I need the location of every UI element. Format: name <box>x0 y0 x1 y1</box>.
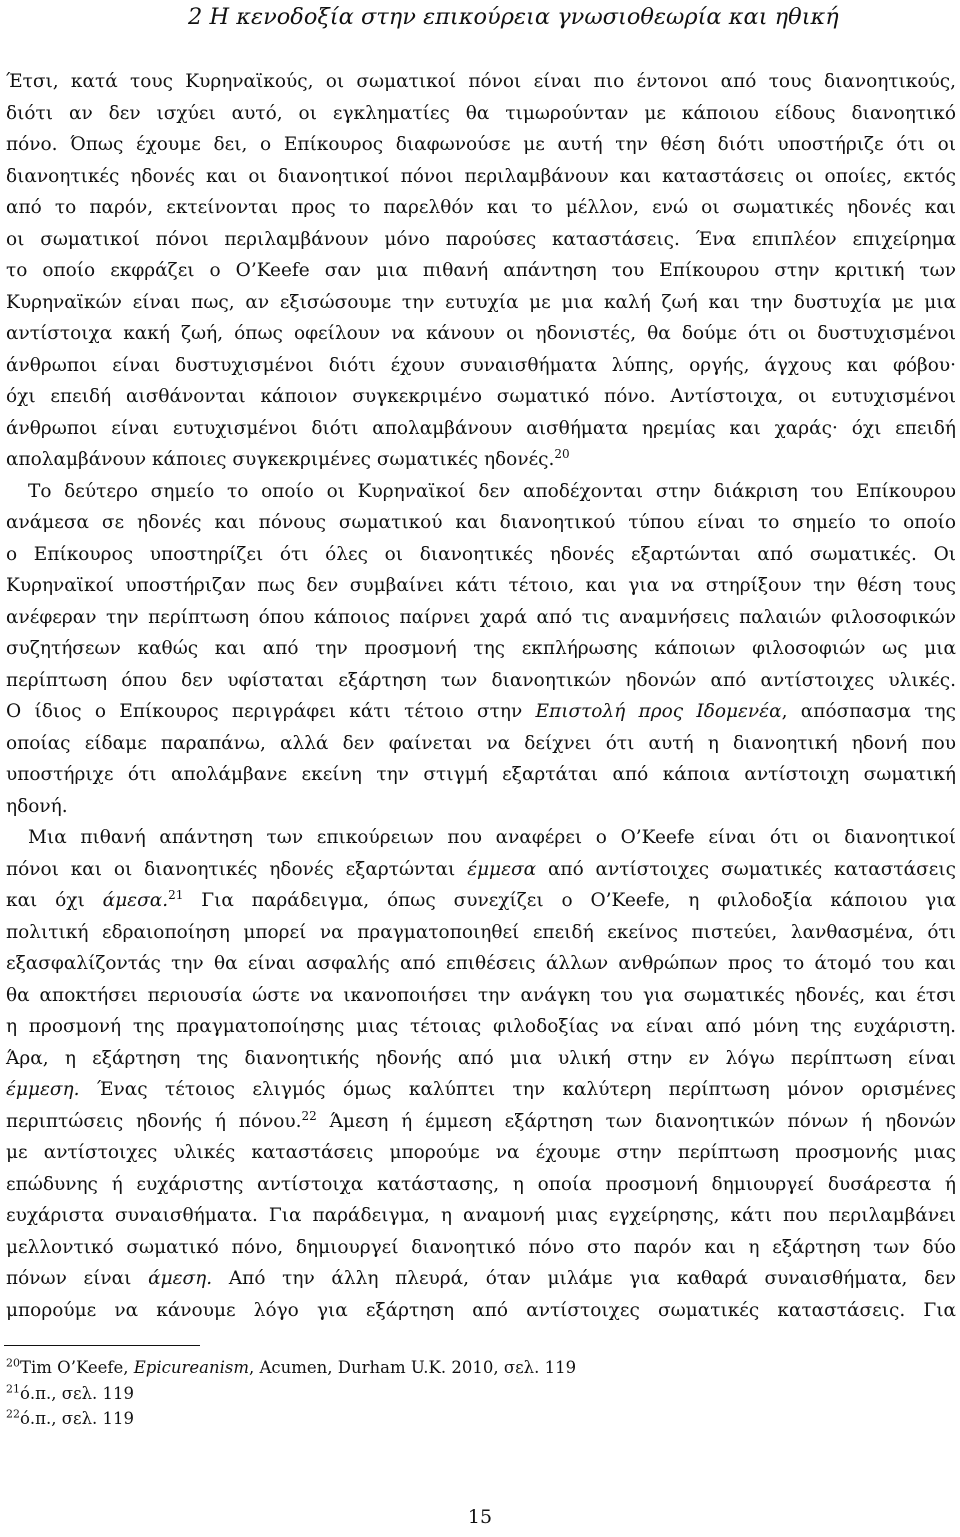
text-line: το οποίο εκφράζει ο O’Keefe σαν μια πιθανή απάντηση του Επίκουρου στην κριτική των <box>6 260 956 281</box>
text-line: Το δεύτερο σημείο το οποίο οι Κυρηναϊκοί δεν αποδέχονται στην διάκριση του Επίκουρου <box>28 480 956 502</box>
paragraph-3 <box>6 822 956 1326</box>
text-fragment: Από την άλλη πλευρά, όταν μιλάμε για καθαρά συναισθήματα, δεν <box>228 1268 956 1289</box>
text-line: πόνο. Όπως έχουμε δει, ο Επίκουρος διαφωνούσε με αυτή την θέση διότι υποστήριζε ότι οι <box>6 134 956 155</box>
running-header: 2 Η κενοδοξία στην επικούρεια γνωσιοθεωρία και ηθική <box>188 4 839 30</box>
text-line: ανάμεσα σε ηδονές και πόνους σωματικού και διανοητικού τύπου είναι το σημείο το οποίο <box>6 512 956 533</box>
text-fragment: απολαμβάνουν κάποιες συγκεκριμένες σωματικές ηδονές. <box>6 449 555 470</box>
footnote-number: 22 <box>6 1407 20 1421</box>
text-line: με αντίστοιχες υλικές καταστάσεις μπορούμε να έχουμε στην περίπτωση προσμονής μιας <box>6 1142 956 1163</box>
emphasis: έμμεση. <box>6 1079 80 1100</box>
text-line: άνθρωποι είναι ευτυχισμένοι διότι απολαμβάνουν αισθήματα ηρεμίας και χαράς· όχι επειδή <box>6 417 956 439</box>
text-line: οποίας είδαμε παραπάνω, αλλά δεν φαίνεται να δείχνει ότι αυτή η διανοητική ηδονή που <box>6 732 956 754</box>
text-line: μπορούμε να κάνουμε λόγο για εξάρτηση από αντίστοιχες σωματικές καταστάσεις. Για <box>6 1299 956 1321</box>
emphasis: έμμεσα <box>467 858 537 880</box>
text-line: όχι επειδή αισθάνονται κάποιον συγκεκριμένο σωματικό πόνο. Αντίστοιχα, οι ευτυχισμένοι <box>6 386 956 407</box>
footnote-ref-20[interactable]: 20 <box>554 446 570 461</box>
text-line: άνθρωποι είναι δυστυχισμένοι διότι έχουν συναισθήματα λύπης, οργής, άγχους και φόβου· <box>6 354 956 376</box>
text-line: Κυρηναϊκοί υποστήριζαν πως δεν συμβαίνει κάτι τέτοιο, και για να στηρίξουν την θέση τους <box>6 575 956 596</box>
text-line: πολιτική εδραιοποίηση μπορεί να πραγματοποιηθεί επειδή εκείνος πιστεύει, λανθασμένα, ότι <box>6 921 956 943</box>
text-fragment: και όχι <box>6 890 85 911</box>
text-line <box>6 1106 956 1138</box>
footnote-text: , Acumen, Durham U.K. 2010, σελ. 119 <box>249 1358 577 1377</box>
text-line: υποστήριχε ότι απολάμβανε εκείνη την στιγμή εξαρτάται από κάποια αντίστοιχη σωματική <box>6 764 956 785</box>
text-line: οι σωματικοί πόνοι περιλαμβάνουν μόνο παρούσες καταστάσεις. Ένα επιπλέον επιχείρημα <box>6 228 956 250</box>
text-line: συζητήσεων καθώς και από την προσμονή της εκπλήρωσης κάποιων φιλοσοφιών ως μια <box>6 638 956 659</box>
text-line: Μια πιθανή απάντηση των επικούρειων που αναφέρει ο O’Keefe είναι ότι οι διανοητικοί <box>28 827 956 848</box>
footnote-20 <box>6 1358 576 1377</box>
emphasis: άμεσα. <box>102 890 169 911</box>
emphasis: άμεση. <box>148 1268 213 1289</box>
text-fragment: πόνοι και οι διανοητικές ηδονές εξαρτώνται <box>6 858 456 880</box>
text-line: αντίστοιχα κακή ζωή, όπως οφείλουν να κάνουν οι ηδονιστές, θα δούμε ότι οι δυστυχισμένοι <box>6 323 956 344</box>
footnote-22 <box>6 1409 134 1428</box>
text-line: Έτσι, κατά τους Κυρηναϊκούς, οι σωματικοί πόνοι είναι πιο έντονοι από τους διανοητικούς, <box>6 71 956 92</box>
paragraph-2 <box>6 476 956 823</box>
text-line: ανέφεραν την περίπτωση όπου κάποιος παίρνει χαρά από τις αναμνήσεις παλαιών φιλοσοφικών <box>6 606 956 628</box>
text-line: εξασφαλίζοντάς την θα είναι ασφαλής από επιθέσεις άλλων ανθρώπων προς το άτομό του και <box>6 953 956 974</box>
italic-title: Επιστολή προς Ιδομενέα <box>535 701 782 722</box>
text-line: ο Επίκουρος υποστηρίζει ότι όλες οι διανοητικές ηδονές εξαρτώνται από σωματικές. Οι <box>6 543 956 565</box>
text-line: διανοητικές ηδονές και οι διανοητικοί πόνοι περιλαμβάνουν και καταστάσεις οι οποίες, εκτός <box>6 165 956 187</box>
text-line <box>6 854 956 886</box>
footnote-text: ό.π., σελ. 119 <box>20 1409 135 1428</box>
text-line: Κυρηναϊκών είναι πως, αν εξισώσουμε την ευτυχία με μια καλή ζωή και την δυστυχία με μια <box>6 291 956 313</box>
footnote-ref-21[interactable]: 21 <box>168 887 184 902</box>
text-line <box>6 1074 956 1106</box>
footnote-number: 20 <box>6 1356 20 1370</box>
text-line <box>6 1263 956 1295</box>
footnote-text: Tim O’Keefe, <box>20 1358 134 1377</box>
text-fragment: πόνων είναι <box>6 1268 132 1289</box>
text-line: μελλοντικό σωματικό πόνο, δημιουργεί διανοητικό πόνο στο παρόν και η εξάρτηση των δύο <box>6 1236 956 1258</box>
text-line: η προσμονή της πραγματοποίησης μιας τέτοιας φιλοδοξίας να είναι από μόνη της ευχάριστη. <box>6 1016 956 1037</box>
text-fragment: Άμεση ή έμμεση εξάρτηση των διανοητικών πόνων ή ηδονών <box>329 1110 957 1132</box>
body-text <box>6 66 956 1326</box>
text-line: περίπτωση όπου δεν υφίσταται εξάρτηση των διανοητικών ηδονών από αντίστοιχες υλικές. <box>6 669 956 691</box>
text-line: θα αποκτήσει περιουσία ώστε να ικανοποιήσει την ανάγκη του για σωματικές ηδονές, και έτσι <box>6 984 956 1006</box>
text-line: διότι αν δεν ισχύει αυτό, οι εγκληματίες θα τιμωρούνταν με κάποιου είδους διανοητικό <box>6 102 956 124</box>
text-line <box>6 885 956 917</box>
footnote-italic: Epicureanism <box>133 1358 249 1377</box>
text-fragment: , απόσπασμα της <box>781 701 956 722</box>
text-line <box>6 696 956 728</box>
text-line <box>6 444 956 476</box>
text-line: από το παρόν, εκτείνονται προς το παρελθόν και το μέλλον, ενώ οι σωματικές ηδονές και <box>6 197 956 218</box>
text-line: ευχάριστα συναισθήματα. Για παράδειγμα, η αναμονή μιας εγχείρησης, κάτι που περιλαμβάνει <box>6 1205 956 1226</box>
text-fragment: Για παράδειγμα, όπως συνεχίζει ο O’Keefe, η φιλοδοξία κάποιου για <box>201 890 956 911</box>
footnote-ref-22[interactable]: 22 <box>301 1108 317 1123</box>
footnote-text: ό.π., σελ. 119 <box>20 1384 135 1403</box>
footnote-rule <box>4 1345 200 1346</box>
text-fragment: από αντίστοιχες σωματικές καταστάσεις <box>547 858 956 880</box>
text-fragment: περιπτώσεις ηδονής ή πόνου. <box>6 1110 302 1132</box>
footnote-number: 21 <box>6 1382 20 1396</box>
page-number: 15 <box>467 1506 493 1528</box>
text-line: ηδονή. <box>6 795 68 817</box>
text-line: Άρα, η εξάρτηση της διανοητικής ηδονής από μια υλική στην εν λόγω περίπτωση είναι <box>6 1047 956 1069</box>
text-line: επώδυνης ή ευχάριστης αντίστοιχα κατάστασης, η οποία προσμονή δημιουργεί δυσάρεστα ή <box>6 1173 956 1195</box>
footnote-21 <box>6 1384 134 1403</box>
text-fragment: Ο ίδιος ο Επίκουρος περιγράφει κάτι τέτοιο στην <box>6 701 523 722</box>
text-fragment: Ένας τέτοιος ελιγμός όμως καλύπτει την καλύτερη περίπτωση μόνον ορισμένες <box>96 1079 956 1100</box>
paragraph-1 <box>6 66 956 476</box>
